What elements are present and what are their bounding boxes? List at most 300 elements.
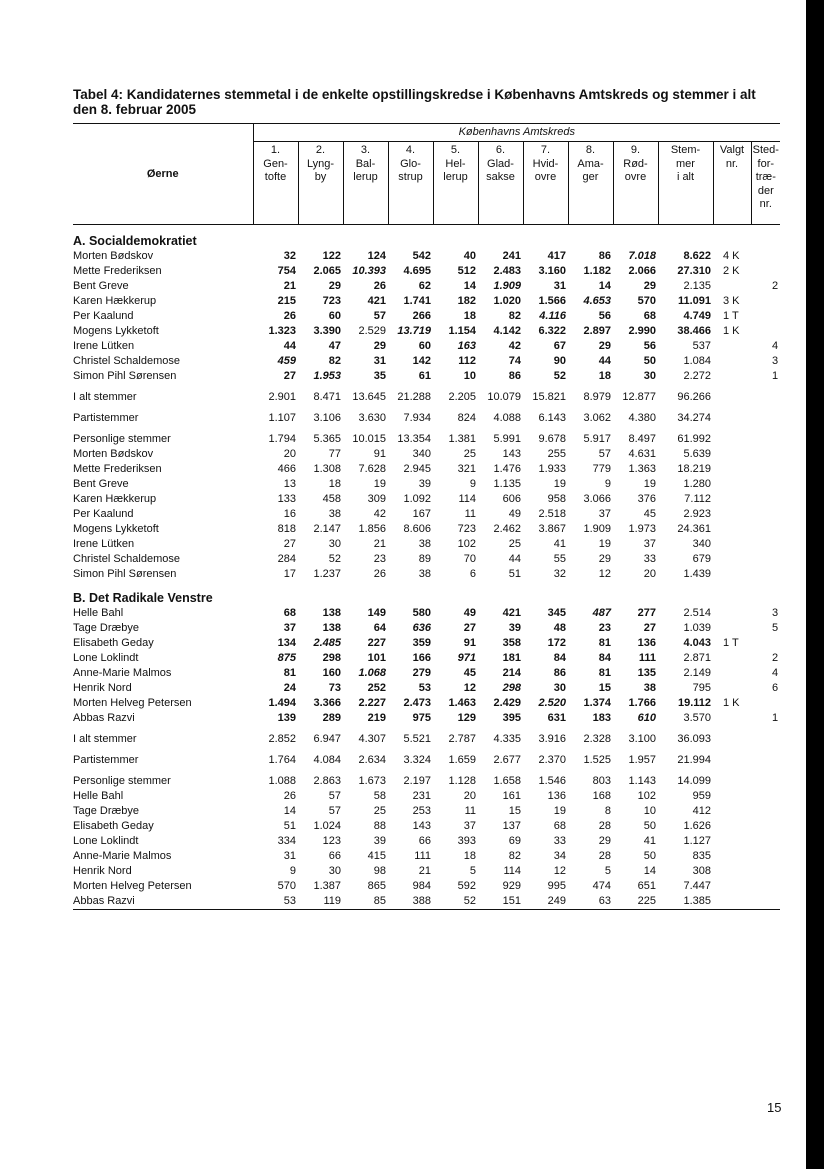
vote-cell: 651 [637, 880, 656, 892]
row-label: Morten Helveg Petersen [73, 697, 192, 709]
table-row [73, 522, 780, 537]
vote-cell: 31 [283, 850, 296, 862]
vote-cell: 8.979 [583, 391, 611, 403]
row-label: Mogens Lykketoft [73, 523, 159, 535]
vote-cell: 2.197 [403, 775, 431, 787]
vote-cell: 512 [457, 265, 476, 277]
vote-cell: 68 [283, 607, 296, 619]
vote-cell: 284 [277, 553, 296, 565]
vote-cell: 459 [277, 355, 296, 367]
column-header-line: strup [398, 171, 423, 183]
vote-cell: 68 [553, 820, 566, 832]
vote-cell: 1.973 [628, 523, 656, 535]
vote-cell: 137 [502, 820, 521, 832]
vote-cell: 8 [604, 805, 611, 817]
vote-cell: 55 [553, 553, 566, 565]
vote-cell: 21 [283, 280, 296, 292]
table-row [73, 354, 780, 369]
substitute-cell: 4 [771, 340, 779, 352]
vote-cell: 359 [412, 637, 431, 649]
table-row [73, 324, 780, 339]
vote-cell: 1.856 [358, 523, 386, 535]
table-row [73, 864, 780, 879]
row-label: Per Kaalund [73, 310, 134, 322]
vote-cell: 53 [418, 682, 431, 694]
vote-cell: 215 [277, 295, 296, 307]
vote-cell: 28 [598, 850, 611, 862]
vote-cell: 74 [508, 355, 521, 367]
party-name: B. Det Radikale Venstre [73, 591, 213, 605]
table-row [73, 621, 780, 636]
vote-cell: 114 [503, 865, 521, 877]
vote-cell: 1.381 [448, 433, 476, 445]
vote-cell: 168 [592, 790, 611, 802]
vote-cell: 38 [418, 538, 431, 550]
substitute-cell [751, 636, 780, 651]
column-header [658, 142, 713, 225]
table-row [73, 294, 780, 309]
vote-cell: 1.182 [583, 265, 611, 277]
span-header-amtskreds: Københavns Amtskreds [253, 124, 780, 142]
vote-cell: 119 [298, 894, 343, 910]
vote-cell: 2.863 [313, 775, 341, 787]
vote-cell: 592 [457, 880, 476, 892]
vote-cell: 2.272 [683, 370, 711, 382]
vote-cell: 1.374 [583, 697, 611, 709]
vote-cell: 5.917 [583, 433, 611, 445]
vote-cell: 67 [553, 340, 566, 352]
vote-cell: 58 [373, 790, 386, 802]
vote-cell: 41 [643, 835, 656, 847]
vote-cell: 29 [328, 280, 341, 292]
vote-cell: 1.039 [683, 622, 711, 634]
vote-cell: 277 [637, 607, 656, 619]
vote-cell: 4.088 [493, 412, 521, 424]
substitute-cell [751, 309, 780, 324]
column-header [388, 142, 433, 225]
vote-cell: 138 [322, 622, 341, 634]
table-row [73, 834, 780, 849]
substitute-cell [751, 567, 780, 582]
elected-cell [713, 819, 751, 834]
elected-cell [713, 711, 751, 726]
vote-cell: 636 [412, 622, 431, 634]
vote-cell: 19 [553, 805, 566, 817]
vote-cell: 1.957 [628, 754, 656, 766]
vote-cell: 1.088 [268, 775, 296, 787]
vote-cell: 73 [328, 682, 341, 694]
party-name: A. Socialdemokratiet [73, 234, 197, 248]
vote-cell: 102 [457, 538, 476, 550]
vote-cell: 2.990 [628, 325, 656, 337]
vote-cell: 35 [373, 370, 386, 382]
column-header [523, 142, 568, 225]
vote-cell: 2.677 [493, 754, 521, 766]
vote-cell: 7.934 [403, 412, 431, 424]
vote-cell: 1.135 [493, 478, 521, 490]
vote-cell: 57 [373, 310, 386, 322]
column-header-line: lerup [353, 171, 378, 183]
vote-cell: 30 [328, 538, 341, 550]
vote-cell: 2.473 [403, 697, 431, 709]
vote-cell: 18 [598, 370, 611, 382]
vote-cell: 1.909 [493, 280, 521, 292]
vote-cell: 81 [598, 667, 611, 679]
column-header [568, 142, 613, 225]
party-section-row [73, 582, 780, 606]
vote-cell: 122 [322, 250, 341, 262]
vote-cell: 42 [373, 508, 386, 520]
vote-cell: 4.116 [539, 310, 566, 322]
row-label: Irene Lütken [73, 340, 135, 352]
vote-cell: 84 [598, 652, 611, 664]
vote-cell: 139 [277, 712, 296, 724]
vote-cell: 64 [373, 622, 386, 634]
vote-cell: 3.106 [313, 412, 341, 424]
row-label: Simon Pihl Sørensen [73, 568, 177, 580]
substitute-cell [751, 507, 780, 522]
column-header [478, 142, 523, 225]
column-header [343, 142, 388, 225]
vote-cell: 1.659 [448, 754, 476, 766]
column-header-line: 9. [630, 144, 641, 156]
row-label: Karen Hækkerup [73, 493, 157, 505]
vote-cell: 308 [692, 865, 711, 877]
column-header-line: Lyng- [306, 157, 335, 170]
substitute-cell [751, 477, 780, 492]
elected-cell [713, 789, 751, 804]
substitute-cell: 1 [771, 370, 779, 382]
vote-cell: 7.112 [684, 493, 711, 505]
vote-cell: 70 [463, 553, 476, 565]
vote-cell: 45 [643, 508, 656, 520]
vote-cell: 29 [598, 340, 611, 352]
vote-cell: 3.390 [313, 325, 341, 337]
table-row [73, 666, 780, 681]
vote-cell: 20 [463, 790, 476, 802]
vote-cell: 5.365 [313, 433, 341, 445]
vote-cell: 1.909 [583, 523, 611, 535]
vote-cell: 984 [412, 880, 431, 892]
vote-cell: 47 [328, 340, 341, 352]
row-label: Karen Hækkerup [73, 295, 157, 307]
vote-cell: 4.043 [683, 637, 711, 649]
vote-cell: 124 [367, 250, 386, 262]
column-header-line: Hel- [445, 157, 466, 170]
vote-cell: 44 [283, 340, 296, 352]
elected-cell [713, 354, 751, 369]
vote-cell: 91 [373, 448, 386, 460]
vote-cell: 17 [283, 568, 296, 580]
column-header [253, 142, 298, 225]
vote-cell: 14 [463, 280, 476, 292]
vote-cell: 18 [463, 850, 476, 862]
vote-cell: 16 [283, 508, 296, 520]
vote-cell: 1.385 [658, 894, 713, 910]
elected-cell [713, 522, 751, 537]
substitute-cell: 2 [771, 652, 779, 664]
substitute-cell [751, 804, 780, 819]
vote-cell: 12 [598, 568, 611, 580]
column-header-line: ger [582, 171, 599, 183]
vote-cell: 57 [328, 805, 341, 817]
vote-cell: 36.093 [677, 733, 711, 745]
vote-cell: 50 [643, 355, 656, 367]
vote-cell: 12.877 [622, 391, 656, 403]
substitute-cell [751, 264, 780, 279]
table-row [73, 426, 780, 447]
vote-cell: 2.429 [493, 697, 521, 709]
vote-cell: 393 [457, 835, 476, 847]
column-header-line: lerup [443, 171, 468, 183]
vote-cell: 4.380 [628, 412, 656, 424]
vote-cell: 30 [328, 865, 341, 877]
vote-cell: 421 [502, 607, 521, 619]
vote-cell: 11 [464, 508, 476, 520]
vote-cell: 2.485 [313, 637, 341, 649]
vote-cell: 138 [322, 607, 341, 619]
vote-cell: 289 [322, 712, 341, 724]
elected-cell [713, 447, 751, 462]
vote-cell: 68 [643, 310, 656, 322]
column-header [298, 142, 343, 225]
substitute-cell [751, 324, 780, 339]
vote-cell: 2.945 [403, 463, 431, 475]
vote-cell: 182 [457, 295, 476, 307]
vote-cell: 1.794 [268, 433, 296, 445]
vote-cell: 487 [592, 607, 611, 619]
table-row [73, 726, 780, 747]
table-row [73, 339, 780, 354]
vote-cell: 340 [412, 448, 431, 460]
vote-cell: 8.622 [683, 250, 711, 262]
vote-cell: 1.476 [493, 463, 521, 475]
vote-cell: 31 [373, 355, 386, 367]
substitute-cell [751, 522, 780, 537]
elected-cell [713, 651, 751, 666]
party-section-row [73, 225, 780, 250]
table-row [73, 477, 780, 492]
substitute-cell [751, 894, 780, 910]
table-row [73, 507, 780, 522]
vote-cell: 1.439 [683, 568, 711, 580]
vote-cell: 2.787 [448, 733, 476, 745]
vote-cell: 10 [643, 805, 656, 817]
vote-cell: 18.219 [677, 463, 711, 475]
vote-cell: 1.494 [268, 697, 296, 709]
vote-cell: 29 [373, 340, 386, 352]
vote-cell: 31 [553, 280, 566, 292]
column-header-line: i alt [676, 171, 695, 183]
row-label: Elisabeth Geday [73, 820, 154, 832]
substitute-cell [751, 462, 780, 477]
vote-cell: 81 [598, 637, 611, 649]
vote-cell: 38 [643, 682, 656, 694]
substitute-cell [751, 747, 780, 768]
vote-cell: 82 [328, 355, 341, 367]
substitute-cell: 2 [771, 280, 779, 292]
vote-cell: 161 [502, 790, 521, 802]
vote-cell: 4.307 [358, 733, 386, 745]
column-header-line: 7. [540, 144, 551, 156]
vote-cell: 779 [592, 463, 611, 475]
substitute-cell [751, 789, 780, 804]
vote-cell: 29 [598, 553, 611, 565]
election-results-table [73, 123, 780, 910]
column-header-line: sakse [486, 171, 515, 183]
elected-cell: 2 K [723, 265, 740, 277]
substitute-cell [751, 834, 780, 849]
vote-cell: 959 [692, 790, 711, 802]
row-label: I alt stemmer [73, 733, 137, 745]
vote-cell: 754 [277, 265, 296, 277]
column-header-line: Sted- [752, 144, 779, 156]
vote-cell: 2.518 [538, 508, 566, 520]
column-header-line: 1. [270, 144, 281, 156]
vote-cell: 679 [692, 553, 711, 565]
vote-cell: 1.024 [313, 820, 341, 832]
table-row [73, 651, 780, 666]
column-header-line: mer [676, 157, 695, 170]
vote-cell: 2.897 [583, 325, 611, 337]
table-row [73, 567, 780, 582]
table-body [73, 225, 780, 910]
vote-cell: 134 [277, 637, 296, 649]
elected-cell [713, 477, 751, 492]
vote-cell: 388 [388, 894, 433, 910]
vote-cell: 570 [277, 880, 296, 892]
vote-cell: 3.160 [538, 265, 566, 277]
vote-cell: 86 [553, 667, 566, 679]
vote-cell: 2.514 [683, 607, 711, 619]
row-label: Elisabeth Geday [73, 637, 154, 649]
vote-cell: 49 [463, 607, 476, 619]
vote-cell: 1.280 [683, 478, 711, 490]
vote-cell: 82 [508, 850, 521, 862]
vote-cell: 86 [508, 370, 521, 382]
elected-cell [713, 834, 751, 849]
vote-cell: 136 [547, 790, 566, 802]
elected-cell [713, 606, 751, 621]
vote-cell: 606 [502, 493, 521, 505]
vote-cell: 84 [553, 652, 566, 664]
vote-cell: 10.079 [487, 391, 521, 403]
vote-cell: 88 [373, 820, 386, 832]
vote-cell: 13.354 [397, 433, 431, 445]
column-header-line: 8. [585, 144, 596, 156]
vote-cell: 52 [553, 370, 566, 382]
vote-cell: 4.695 [403, 265, 431, 277]
table-row [73, 849, 780, 864]
vote-cell: 11.091 [677, 295, 711, 307]
column-header [433, 142, 478, 225]
vote-cell: 3.100 [628, 733, 656, 745]
vote-cell: 4.142 [493, 325, 521, 337]
vote-cell: 20 [283, 448, 296, 460]
vote-cell: 112 [458, 355, 476, 367]
vote-cell: 7.018 [628, 250, 656, 262]
vote-cell: 227 [367, 637, 386, 649]
table-row [73, 636, 780, 651]
substitute-cell: 4 [771, 667, 779, 679]
vote-cell: 610 [637, 712, 656, 724]
vote-cell: 7.628 [358, 463, 386, 475]
substitute-cell [751, 849, 780, 864]
vote-cell: 1.363 [628, 463, 656, 475]
vote-cell: 2.483 [493, 265, 521, 277]
vote-cell: 66 [418, 835, 431, 847]
vote-cell: 5.521 [403, 733, 431, 745]
column-header-line: ovre [534, 171, 557, 183]
vote-cell: 835 [692, 850, 711, 862]
vote-cell: 52 [433, 894, 478, 910]
substitute-cell [751, 249, 780, 264]
row-label: Bent Greve [73, 478, 129, 490]
row-label: Mogens Lykketoft [73, 325, 159, 337]
vote-cell: 37 [643, 538, 656, 550]
vote-cell: 279 [412, 667, 431, 679]
vote-cell: 231 [412, 790, 431, 802]
vote-cell: 4.084 [313, 754, 341, 766]
vote-cell: 570 [637, 295, 656, 307]
table-row [73, 696, 780, 711]
column-header-line: 6. [495, 144, 506, 156]
vote-cell: 1.546 [538, 775, 566, 787]
row-label: Simon Pihl Sørensen [73, 370, 177, 382]
vote-cell: 11 [464, 805, 476, 817]
vote-cell: 133 [277, 493, 296, 505]
table-row [73, 606, 780, 621]
row-label: Abbas Razvi [73, 894, 253, 910]
vote-cell: 49 [508, 508, 521, 520]
table-row [73, 711, 780, 726]
elected-cell [713, 369, 751, 384]
vote-cell: 26 [373, 280, 386, 292]
vote-cell: 23 [598, 622, 611, 634]
vote-cell: 1.741 [403, 295, 431, 307]
vote-cell: 166 [412, 652, 431, 664]
vote-cell: 21.288 [397, 391, 431, 403]
vote-cell: 28 [598, 820, 611, 832]
vote-cell: 26 [283, 310, 296, 322]
row-label: I alt stemmer [73, 391, 137, 403]
row-label: Mette Frederiksen [73, 463, 162, 475]
vote-cell: 45 [463, 667, 476, 679]
row-label: Helle Bahl [73, 607, 124, 619]
vote-cell: 298 [502, 682, 521, 694]
vote-cell: 875 [277, 652, 296, 664]
vote-cell: 2.147 [313, 523, 341, 535]
vote-cell: 51 [508, 568, 521, 580]
vote-cell: 82 [508, 310, 521, 322]
vote-cell: 52 [328, 553, 341, 565]
vote-cell: 2.135 [683, 280, 711, 292]
elected-cell: 1 T [723, 637, 739, 649]
vote-cell: 66 [328, 850, 341, 862]
row-label: Morten Bødskov [73, 448, 154, 460]
vote-cell: 474 [592, 880, 611, 892]
vote-cell: 69 [508, 835, 521, 847]
vote-cell: 249 [523, 894, 568, 910]
table-row [73, 789, 780, 804]
vote-cell: 865 [367, 880, 386, 892]
column-header-line: træ- [755, 171, 776, 183]
row-label: Personlige stemmer [73, 775, 171, 787]
vote-cell: 37 [463, 820, 476, 832]
vote-cell: 298 [322, 652, 341, 664]
vote-cell: 143 [502, 448, 521, 460]
table-row [73, 309, 780, 324]
